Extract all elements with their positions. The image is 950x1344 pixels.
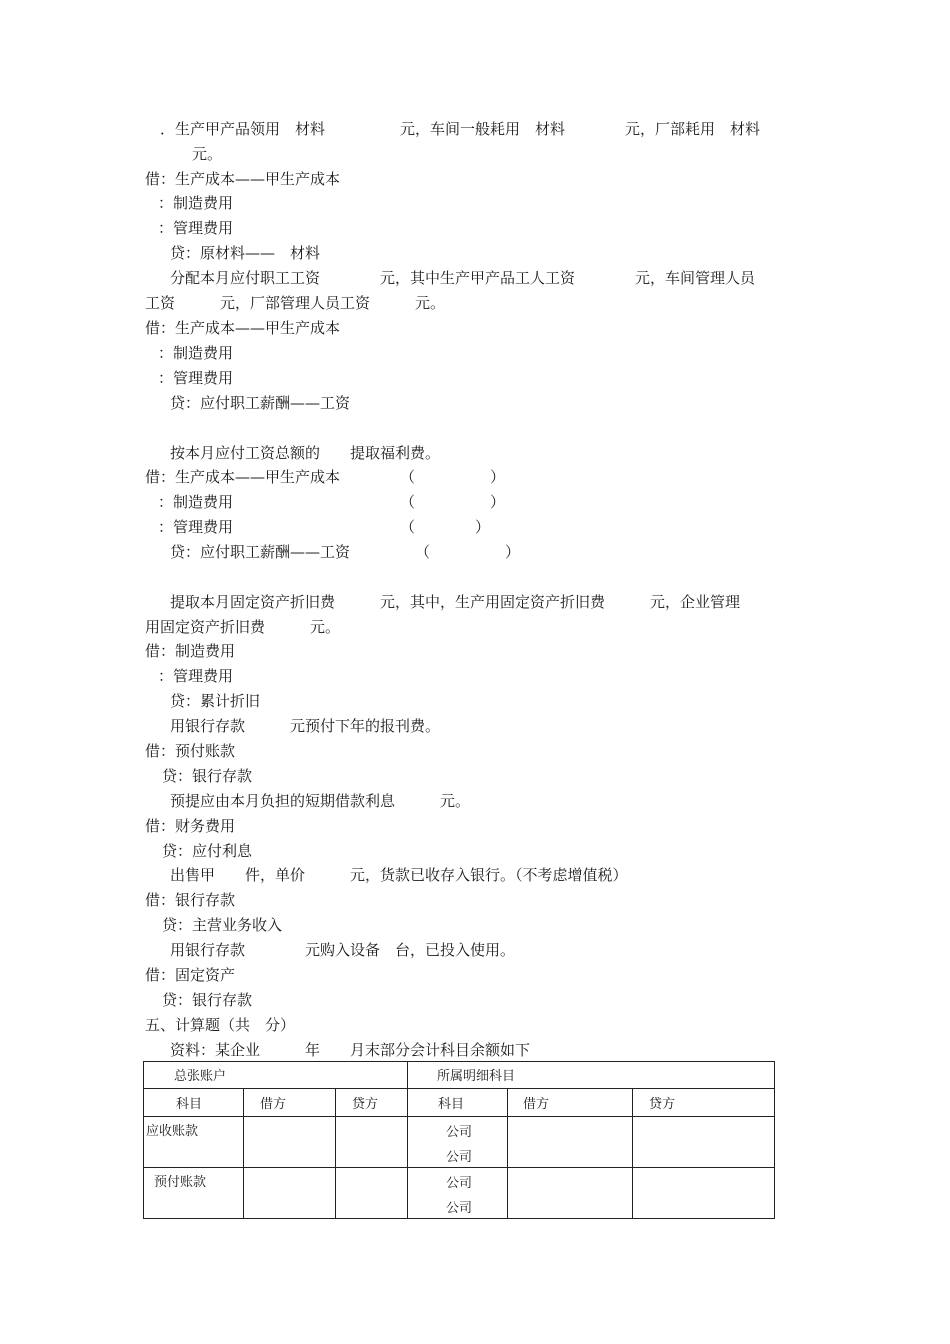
- text-line: ：管理费用: [158, 518, 234, 536]
- text-line: 借：财务费用: [145, 817, 236, 835]
- paren-blank: （ ）: [400, 468, 506, 486]
- paren-blank: （ ）: [400, 518, 491, 536]
- balance-table: [143, 1061, 775, 1219]
- text-line: 借：银行存款: [145, 891, 236, 909]
- header-general-ledger: 总张账户: [174, 1069, 227, 1084]
- col-credit-detail: 贷方: [649, 1097, 676, 1112]
- text-line: 贷：累计折旧: [170, 692, 261, 710]
- text-line: 出售甲 件，单价 元，货款已收存入银行。（不考虑增值税）: [170, 866, 628, 884]
- col-credit: 贷方: [352, 1097, 379, 1112]
- text-line: 借：预付账款: [145, 742, 236, 760]
- text-line: 用固定资产折旧费 元。: [145, 618, 341, 636]
- col-subject: 科目: [176, 1097, 203, 1112]
- text-line: 贷：银行存款: [162, 991, 253, 1009]
- section-heading: 五、计算题（共 分）: [145, 1016, 296, 1034]
- row-receivable-company: 公司: [446, 1150, 473, 1165]
- row-receivable-company: 公司: [446, 1125, 473, 1140]
- text-line: 借：固定资产: [145, 966, 236, 984]
- text-line: ．生产甲产品领用 材料 元，车间一般耗用 材料 元，厂部耗用 材料: [160, 120, 761, 138]
- text-line: 预提应由本月负担的短期借款利息 元。: [170, 792, 471, 810]
- row-receivable-name: 应收账款: [146, 1124, 199, 1139]
- text-line: 借：生产成本——甲生产成本: [145, 170, 341, 188]
- col-subject-detail: 科目: [438, 1097, 465, 1112]
- col-debit-detail: 借方: [523, 1097, 550, 1112]
- text-line: 贷：应付职工薪酬——工资: [170, 543, 351, 561]
- text-line: ：制造费用: [158, 194, 234, 212]
- text-line: ：管理费用: [158, 667, 234, 685]
- text-line: ：制造费用: [158, 344, 234, 362]
- row-prepaid-name: 预付账款: [154, 1175, 207, 1190]
- text-line: 工资 元，厂部管理人员工资 元。: [145, 294, 446, 312]
- text-line: 贷：银行存款: [162, 767, 253, 785]
- text-line: ：管理费用: [158, 219, 234, 237]
- text-line: 借：生产成本——甲生产成本: [145, 319, 341, 337]
- text-line: ：制造费用: [158, 493, 234, 511]
- text-line: 借：制造费用: [145, 642, 236, 660]
- text-line: 借：生产成本——甲生产成本: [145, 468, 341, 486]
- text-line: 按本月应付工资总额的 提取福利费。: [170, 444, 441, 462]
- paren-blank: （ ）: [400, 493, 506, 511]
- text-line: 用银行存款 元预付下年的报刊费。: [170, 717, 441, 735]
- header-detail-accounts: 所属明细科目: [437, 1069, 516, 1084]
- text-line: 资料：某企业 年 月末部分会计科目余额如下: [170, 1041, 531, 1059]
- text-line: 提取本月固定资产折旧费 元，其中，生产用固定资产折旧费 元，企业管理: [170, 593, 741, 611]
- col-debit: 借方: [260, 1097, 287, 1112]
- text-line: 贷：应付职工薪酬——工资: [170, 394, 351, 412]
- text-line: 贷：主营业务收入: [162, 916, 283, 934]
- text-line: 分配本月应付职工工资 元，其中生产甲产品工人工资 元，车间管理人员: [170, 269, 756, 287]
- row-prepaid-company: 公司: [446, 1201, 473, 1216]
- text-line: 用银行存款 元购入设备 台，已投入使用。: [170, 941, 516, 959]
- row-prepaid-company: 公司: [446, 1176, 473, 1191]
- text-line: 贷：应付利息: [162, 842, 253, 860]
- text-line: ：管理费用: [158, 369, 234, 387]
- paren-blank: （ ）: [415, 543, 521, 561]
- text-line: 元。: [192, 145, 223, 163]
- text-line: 贷：原材料—— 材料: [170, 244, 321, 262]
